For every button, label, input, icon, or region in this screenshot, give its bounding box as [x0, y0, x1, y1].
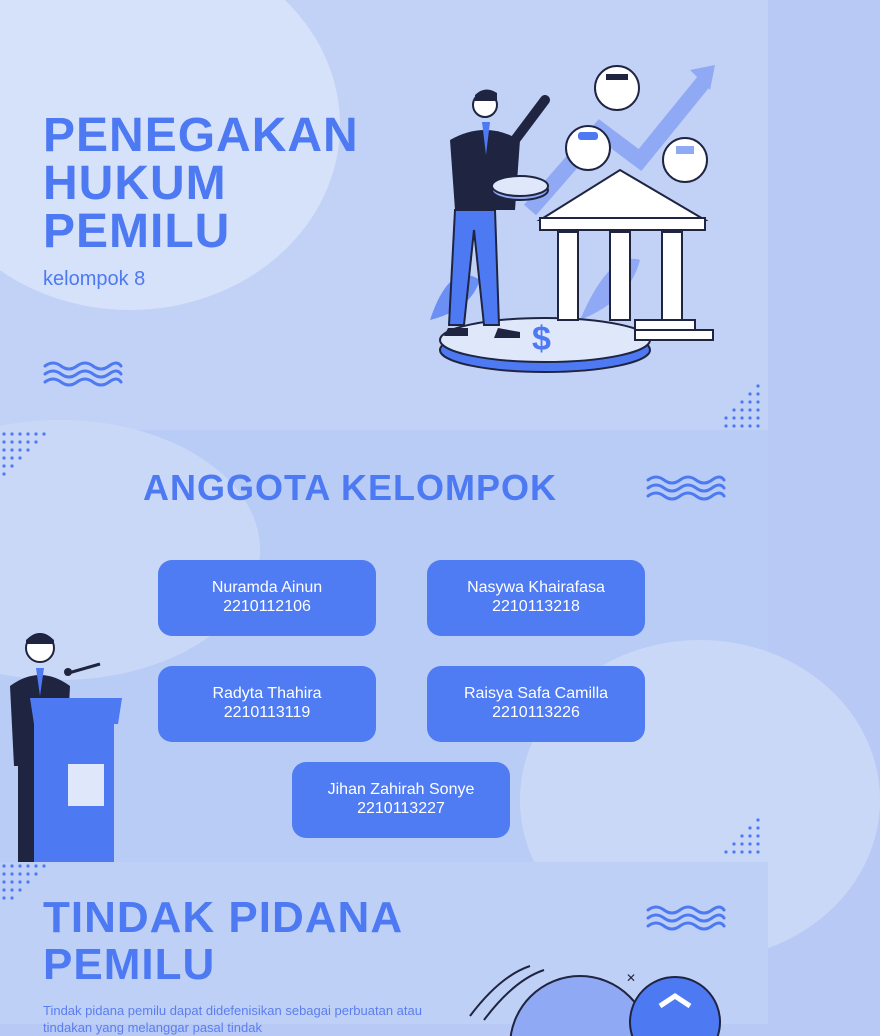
member-name: Nasywa Khairafasa: [467, 579, 605, 596]
speaker-podium-illustration: [0, 626, 130, 862]
title-line: PENEGAKAN: [43, 109, 359, 162]
law-enforcement-illustration: [410, 60, 730, 390]
members-heading: ANGGOTA KELOMPOK: [143, 467, 557, 508]
member-id: 2210112106: [223, 598, 311, 615]
member-id: 2210113218: [492, 598, 580, 615]
dots-decoration: [0, 430, 50, 480]
globe-recycle-illustration: [460, 966, 768, 1024]
member-card: [427, 560, 645, 636]
title-line: HUKUM: [43, 157, 227, 210]
member-card: [427, 666, 645, 742]
wave-icon: [43, 360, 123, 388]
member-card: [292, 762, 510, 838]
group-subtitle: kelompok 8: [43, 268, 146, 290]
dots-decoration: [718, 816, 766, 862]
title-line: PEMILU: [43, 205, 231, 258]
member-name: Radyta Thahira: [212, 685, 322, 702]
member-name: Raisya Safa Camilla: [463, 685, 609, 702]
member-name: Jihan Zahirah Sonye: [327, 781, 475, 798]
wave-icon: [646, 474, 726, 502]
svg-text:$: $: [532, 320, 551, 358]
pidana-section: [0, 862, 768, 1035]
page-title: [43, 109, 423, 258]
member-name: Nuramda Ainun: [211, 579, 323, 596]
pidana-description: Tindak pidana pemilu dapat didefenisikan sebagai perbuatan atau tindakan yang melanggar pasal tindak: [43, 1003, 422, 1035]
wave-icon: [646, 904, 726, 932]
members-section: [0, 430, 768, 862]
dots-decoration: [718, 382, 766, 428]
member-card: [158, 666, 376, 742]
member-card: [158, 560, 376, 636]
pidana-heading: [43, 893, 404, 990]
svg-text:✕: ✕: [626, 971, 637, 985]
title-line: PEMILU: [43, 940, 216, 989]
member-id: 2210113227: [357, 800, 445, 817]
member-id: 2210113226: [492, 704, 580, 721]
cover-section: [0, 0, 768, 430]
title-line: TINDAK PIDANA: [43, 893, 404, 942]
member-id: 2210113119: [223, 704, 311, 721]
dots-decoration: [0, 862, 48, 910]
